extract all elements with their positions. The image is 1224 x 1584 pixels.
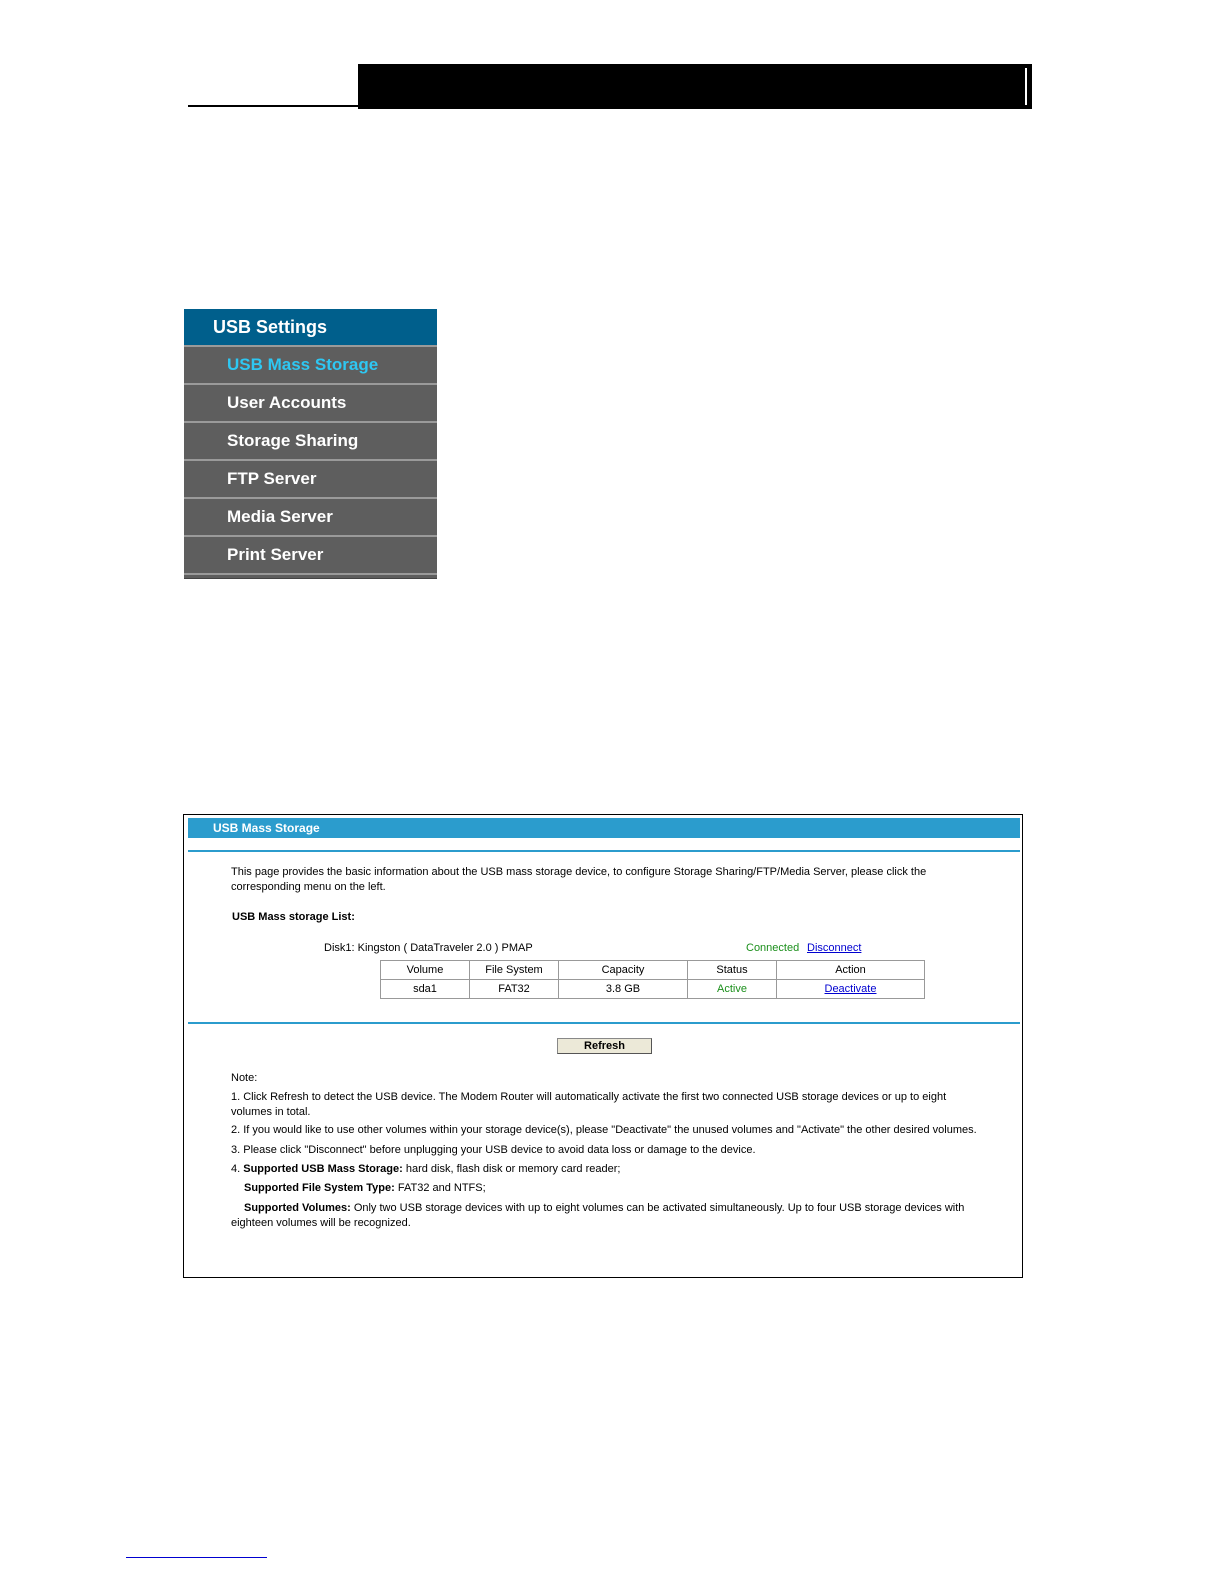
menu-item-usb-mass-storage[interactable]: USB Mass Storage bbox=[184, 347, 437, 385]
cell-volume: sda1 bbox=[381, 980, 470, 999]
col-file-system: File System bbox=[470, 961, 559, 980]
panel-divider-top bbox=[188, 850, 1020, 852]
note-volumes-line-2: eighteen volumes will be recognized. bbox=[231, 1217, 411, 1229]
intro-line-1: This page provides the basic information about the USB mass storage device, to configure Storage Sharing/FTP/Media Server, please click the bbox=[231, 866, 927, 878]
note-1-line-1: 1. Click Refresh to detect the USB device. The Modem Router will automatically activate the first two connected USB storage devices or up to eight bbox=[231, 1091, 947, 1103]
volumes-text: Only two USB storage devices with up to eight volumes can be activated simultaneously. Up to four USB storage devices with bbox=[353, 1202, 965, 1214]
disk-status: Connected bbox=[746, 942, 800, 954]
menu-item-media-server[interactable]: Media Server bbox=[184, 499, 437, 537]
menu-item-user-accounts[interactable]: User Accounts bbox=[184, 385, 437, 423]
file-system-label: Supported File System Type: bbox=[244, 1182, 395, 1194]
footer-link-rule bbox=[126, 1557, 267, 1558]
usb-settings-menu bbox=[184, 309, 437, 579]
note-2: 2. If you would like to use other volumes within your storage device(s), please "Deactivate" the unused volumes and "Activate" the other desired volumes. bbox=[231, 1124, 977, 1136]
col-volume: Volume bbox=[381, 961, 470, 980]
menu-item-ftp-server[interactable]: FTP Server bbox=[184, 461, 437, 499]
header-rule bbox=[188, 105, 358, 107]
header-bar-separator bbox=[1025, 68, 1027, 105]
cell-status: Active bbox=[688, 980, 777, 999]
refresh-button[interactable]: Refresh bbox=[557, 1038, 652, 1054]
deactivate-link[interactable]: Deactivate bbox=[824, 983, 877, 995]
note-3: 3. Please click "Disconnect" before unplugging your USB device to avoid data loss or damage to the device. bbox=[231, 1144, 756, 1156]
header-bar bbox=[358, 64, 1032, 109]
menu-item-storage-sharing[interactable]: Storage Sharing bbox=[184, 423, 437, 461]
note-4 bbox=[231, 1162, 620, 1177]
usb-mass-storage-panel bbox=[183, 814, 1023, 1278]
note-label: Note: bbox=[231, 1072, 258, 1084]
panel-title: USB Mass Storage bbox=[188, 818, 1020, 838]
volume-table-header bbox=[381, 961, 925, 980]
disk-name: Disk1: Kingston ( DataTraveler 2.0 ) PMAP bbox=[324, 942, 533, 954]
note-file-system bbox=[244, 1181, 486, 1196]
col-action: Action bbox=[777, 961, 925, 980]
note-4-text: hard disk, flash disk or memory card reader; bbox=[405, 1163, 621, 1175]
disconnect-link[interactable]: Disconnect bbox=[807, 942, 862, 954]
cell-action bbox=[777, 980, 925, 999]
menu-header[interactable]: USB Settings bbox=[184, 309, 437, 347]
storage-list-label: USB Mass storage List: bbox=[232, 911, 355, 923]
note-4-number: 4. bbox=[231, 1163, 241, 1175]
volumes-label: Supported Volumes: bbox=[244, 1202, 351, 1214]
volume-table bbox=[380, 960, 925, 999]
col-status: Status bbox=[688, 961, 777, 980]
note-volumes bbox=[244, 1201, 964, 1216]
col-capacity: Capacity bbox=[559, 961, 688, 980]
menu-item-print-server[interactable]: Print Server bbox=[184, 537, 437, 575]
table-row bbox=[381, 980, 925, 999]
note-4-label: Supported USB Mass Storage: bbox=[243, 1163, 403, 1175]
note-1-line-2: volumes in total. bbox=[231, 1106, 311, 1118]
cell-capacity: 3.8 GB bbox=[559, 980, 688, 999]
intro-line-2: corresponding menu on the left. bbox=[231, 881, 386, 893]
cell-file-system: FAT32 bbox=[470, 980, 559, 999]
file-system-text: FAT32 and NTFS; bbox=[397, 1182, 486, 1194]
panel-divider-bottom bbox=[188, 1022, 1020, 1024]
